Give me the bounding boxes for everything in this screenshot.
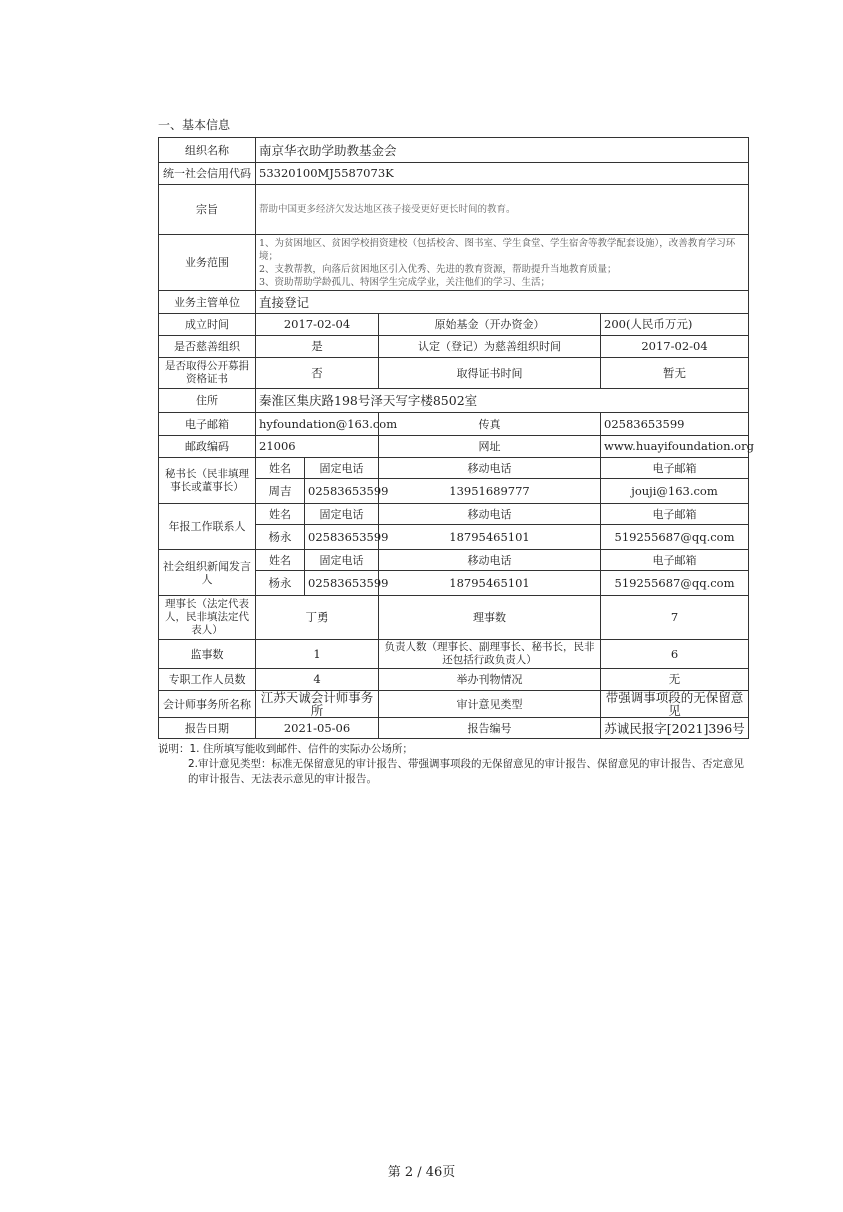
scope-value — [256, 235, 749, 291]
firm-label: 会计师事务所名称 — [159, 691, 256, 718]
row-email — [159, 413, 749, 436]
email-label: 电子邮箱 — [159, 413, 256, 436]
firm-value: 江苏天诚会计师事务所 — [256, 691, 379, 718]
purpose-label: 宗旨 — [159, 185, 256, 235]
scope-line: 2、支教帮教，向落后贫困地区引入优秀、先进的教育资源，帮助提升当地教育质量； — [259, 263, 617, 275]
contact-phone-header: 固定电话 — [305, 458, 379, 479]
contact-mobile-header: 移动电话 — [379, 550, 601, 571]
contact-name: 周吉 — [256, 479, 305, 504]
charity-date-label: 认定（登记）为慈善组织时间 — [379, 336, 601, 358]
contact-phone-header: 固定电话 — [305, 550, 379, 571]
row-purpose — [159, 185, 749, 235]
contact-email: 519255687@qq.com — [601, 525, 749, 550]
scope-line: 1、为贫困地区、贫困学校捐资建校（包括校舍、图书室、学生食堂、学生宿舍等教学配套设施），改善教育学习环境； — [259, 237, 736, 262]
contact-phone: 02583653599 — [305, 571, 379, 596]
fundraising-value: 否 — [256, 358, 379, 389]
report-no-label: 报告编号 — [379, 718, 601, 739]
contact-header-row — [159, 458, 749, 479]
note-line: 2.审计意见类型：标准无保留意见的审计报告、带强调事项段的无保留意见的审计报告、保留意见的审计报告、否定意见的审计报告、无法表示意见的审计报告。 — [188, 758, 745, 785]
row-supervisors — [159, 640, 749, 669]
notes — [158, 742, 750, 787]
website-label: 网址 — [379, 436, 601, 458]
contact-email-header: 电子邮箱 — [601, 550, 749, 571]
supervisor-value: 直接登记 — [256, 291, 749, 314]
section-title: 一、基本信息 — [158, 118, 231, 132]
contact-name-header: 姓名 — [256, 458, 305, 479]
supervisor-label: 业务主管单位 — [159, 291, 256, 314]
row-established — [159, 314, 749, 336]
established-value: 2017-02-04 — [256, 314, 379, 336]
email-value: hyfoundation@163.com — [256, 413, 379, 436]
row-report — [159, 718, 749, 739]
contact-name: 杨永 — [256, 525, 305, 550]
contact-mobile: 13951689777 — [379, 479, 601, 504]
supervisors-value: 1 — [256, 640, 379, 669]
contact-header-row — [159, 504, 749, 525]
contact-role: 年报工作联系人 — [159, 504, 256, 550]
note-line: 说明：1. 住所填写能收到邮件、信件的实际办公场所； — [158, 743, 413, 755]
page-number: 第 2 / 46页 — [387, 1165, 456, 1180]
row-chairman — [159, 596, 749, 640]
publication-label: 举办刊物情况 — [379, 669, 601, 691]
credit-code-value: 53320100MJ5587073K — [256, 163, 749, 185]
chairman-value: 丁勇 — [256, 596, 379, 640]
report-date-label: 报告日期 — [159, 718, 256, 739]
row-supervisor — [159, 291, 749, 314]
row-address — [159, 389, 749, 413]
contact-name-header: 姓名 — [256, 504, 305, 525]
contact-header-row — [159, 550, 749, 571]
supervisors-label: 监事数 — [159, 640, 256, 669]
fundraising-label: 是否取得公开募捐资格证书 — [159, 358, 256, 389]
address-label: 住所 — [159, 389, 256, 413]
contact-phone: 02583653599 — [305, 479, 379, 504]
row-postcode — [159, 436, 749, 458]
website-value: www.huayifoundation.org — [601, 436, 749, 458]
credit-code-label: 统一社会信用代码 — [159, 163, 256, 185]
row-audit-firm — [159, 691, 749, 718]
staff-value: 4 — [256, 669, 379, 691]
established-label: 成立时间 — [159, 314, 256, 336]
contact-mobile-header: 移动电话 — [379, 504, 601, 525]
purpose-value: 帮助中国更多经济欠发达地区孩子接受更好更长时间的教育。 — [256, 185, 749, 235]
chairman-label: 理事长（法定代表人，民非填法定代表人） — [159, 596, 256, 640]
org-name-label: 组织名称 — [159, 138, 256, 163]
scope-label: 业务范围 — [159, 235, 256, 291]
opinion-value: 带强调事项段的无保留意见 — [601, 691, 749, 718]
publication-value: 无 — [601, 669, 749, 691]
row-staff — [159, 669, 749, 691]
fund-value: 200(人民币万元) — [601, 314, 749, 336]
row-fundraising — [159, 358, 749, 389]
contact-mobile: 18795465101 — [379, 571, 601, 596]
charity-date-value: 2017-02-04 — [601, 336, 749, 358]
fund-label: 原始基金（开办资金） — [379, 314, 601, 336]
staff-label: 专职工作人员数 — [159, 669, 256, 691]
org-name-value: 南京华衣助学助教基金会 — [256, 138, 749, 163]
contact-email-header: 电子邮箱 — [601, 504, 749, 525]
directors-label: 理事数 — [379, 596, 601, 640]
charity-value: 是 — [256, 336, 379, 358]
contact-name-header: 姓名 — [256, 550, 305, 571]
opinion-label: 审计意见类型 — [379, 691, 601, 718]
leaders-label: 负责人数（理事长、副理事长、秘书长，民非还包括行政负责人） — [379, 640, 601, 669]
cert-time-value: 暂无 — [601, 358, 749, 389]
charity-label: 是否慈善组织 — [159, 336, 256, 358]
scope-line: 3、资助帮助学龄孤儿、特困学生完成学业，关注他们的学习、生活； — [259, 276, 551, 288]
report-date-value: 2021-05-06 — [256, 718, 379, 739]
cert-time-label: 取得证书时间 — [379, 358, 601, 389]
row-charity — [159, 336, 749, 358]
leaders-value: 6 — [601, 640, 749, 669]
contact-email-header: 电子邮箱 — [601, 458, 749, 479]
contact-name: 杨永 — [256, 571, 305, 596]
report-no-value: 苏诚民报字[2021]396号 — [601, 718, 749, 739]
contact-role: 社会组织新闻发言人 — [159, 550, 256, 596]
contact-phone: 02583653599 — [305, 525, 379, 550]
address-value: 秦淮区集庆路198号泽天写字楼8502室 — [256, 389, 749, 413]
contact-email: jouji@163.com — [601, 479, 749, 504]
contact-phone-header: 固定电话 — [305, 504, 379, 525]
basic-info-table — [158, 137, 754, 739]
contact-role: 秘书长（民非填理事长或董事长） — [159, 458, 256, 504]
row-scope — [159, 235, 749, 291]
row-org-name — [159, 138, 749, 163]
contact-mobile-header: 移动电话 — [379, 458, 601, 479]
contact-mobile: 18795465101 — [379, 525, 601, 550]
contact-email: 519255687@qq.com — [601, 571, 749, 596]
directors-value: 7 — [601, 596, 749, 640]
row-credit-code — [159, 163, 749, 185]
postcode-value: 21006 — [256, 436, 379, 458]
fax-label: 传真 — [379, 413, 601, 436]
fax-value: 02583653599 — [601, 413, 749, 436]
postcode-label: 邮政编码 — [159, 436, 256, 458]
